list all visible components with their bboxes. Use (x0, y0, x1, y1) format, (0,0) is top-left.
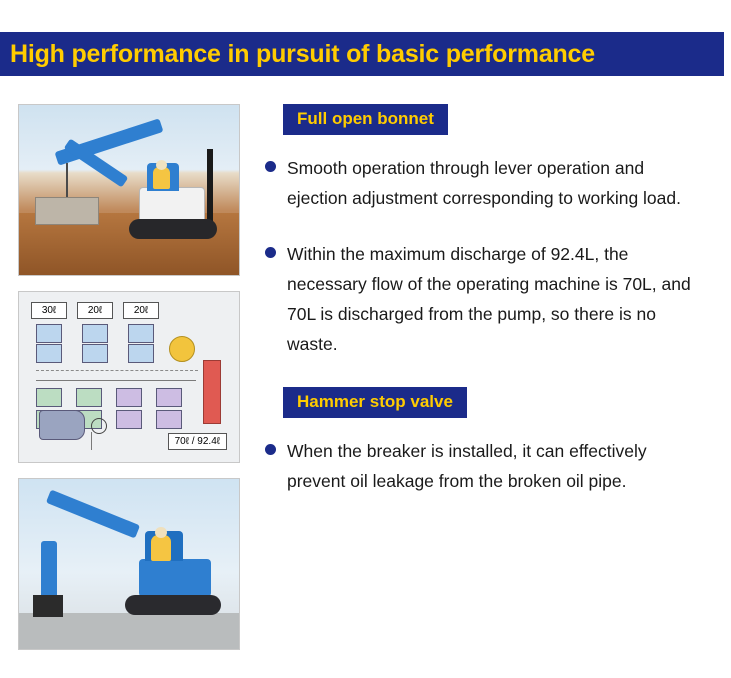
bullet-text: Smooth operation through lever operation and ejection adjustment corresponding to working load. (287, 158, 681, 208)
diagram-accumulator-circle (169, 336, 195, 362)
crawler-track (125, 595, 221, 615)
diagram-block-blue-3 (128, 324, 154, 343)
diagram-line-main (36, 380, 196, 381)
list-item (265, 153, 720, 213)
rear-mast (207, 149, 213, 221)
diagram-block-purple-1 (116, 388, 142, 407)
section-heading-full-open-bonnet: Full open bonnet (283, 104, 448, 135)
crawler-track (129, 219, 217, 239)
operator-head (155, 527, 167, 538)
diagram-label-total: 70ℓ / 92.4ℓ (168, 433, 227, 450)
section-full-open-bonnet (265, 104, 720, 135)
diagram-block-blue-1 (36, 324, 62, 343)
diagram-block-green-1 (36, 388, 62, 407)
machine-body (139, 559, 211, 597)
hydraulic-circuit-diagram (18, 291, 240, 463)
boom-shape (46, 490, 140, 539)
text-column (265, 104, 720, 522)
operator-head (156, 160, 167, 170)
list-item (265, 239, 720, 359)
diagram-block-blue-6 (128, 344, 154, 363)
bullet-text: When the breaker is installed, it can effectively prevent oil leakage from the broken oil pipe. (287, 441, 647, 491)
header-banner (0, 32, 724, 76)
bullet-dot-icon (265, 444, 276, 455)
diagram-label-valve1: 30ℓ (31, 302, 67, 319)
diagram-label-valve2: 20ℓ (77, 302, 113, 319)
diagram-pump-valve (91, 418, 107, 434)
diagram-block-blue-2 (82, 324, 108, 343)
list-item (265, 436, 720, 496)
operator-figure (153, 167, 170, 189)
bullet-dot-icon (265, 247, 276, 258)
operator-figure (151, 535, 171, 561)
diagram-line-down (91, 432, 92, 450)
dipper-arm-shape (41, 541, 57, 603)
concrete-slab (35, 197, 99, 225)
diagram-block-purple-2 (156, 388, 182, 407)
diagram-block-green-2 (76, 388, 102, 407)
bullet-text: Within the maximum discharge of 92.4L, the necessary flow of the operating machine is 70L, and 70L is discharged from the pump, so there is no waste. (287, 244, 691, 354)
diagram-cylinder-bar (203, 360, 221, 424)
diagram-dash-line (36, 370, 198, 371)
diagram-block-blue-4 (36, 344, 62, 363)
section-heading-hammer-stop-valve: Hammer stop valve (283, 387, 467, 418)
excavator-with-breaker-photo (18, 478, 240, 650)
bullet-dot-icon (265, 161, 276, 172)
diagram-label-valve3: 20ℓ (123, 302, 159, 319)
ground-layer (19, 613, 239, 649)
diagram-block-purple-3 (116, 410, 142, 429)
machine-body (139, 187, 205, 223)
diagram-block-blue-5 (82, 344, 108, 363)
lift-cable (66, 163, 68, 198)
breaker-attachment (33, 595, 63, 617)
section-hammer-stop-valve (265, 387, 720, 418)
excavator-lifting-slab-photo (18, 104, 240, 276)
diagram-block-purple-4 (156, 410, 182, 429)
figure-column (18, 104, 242, 665)
diagram-pump (39, 410, 85, 440)
page-title: High performance in pursuit of basic performance (10, 39, 595, 68)
